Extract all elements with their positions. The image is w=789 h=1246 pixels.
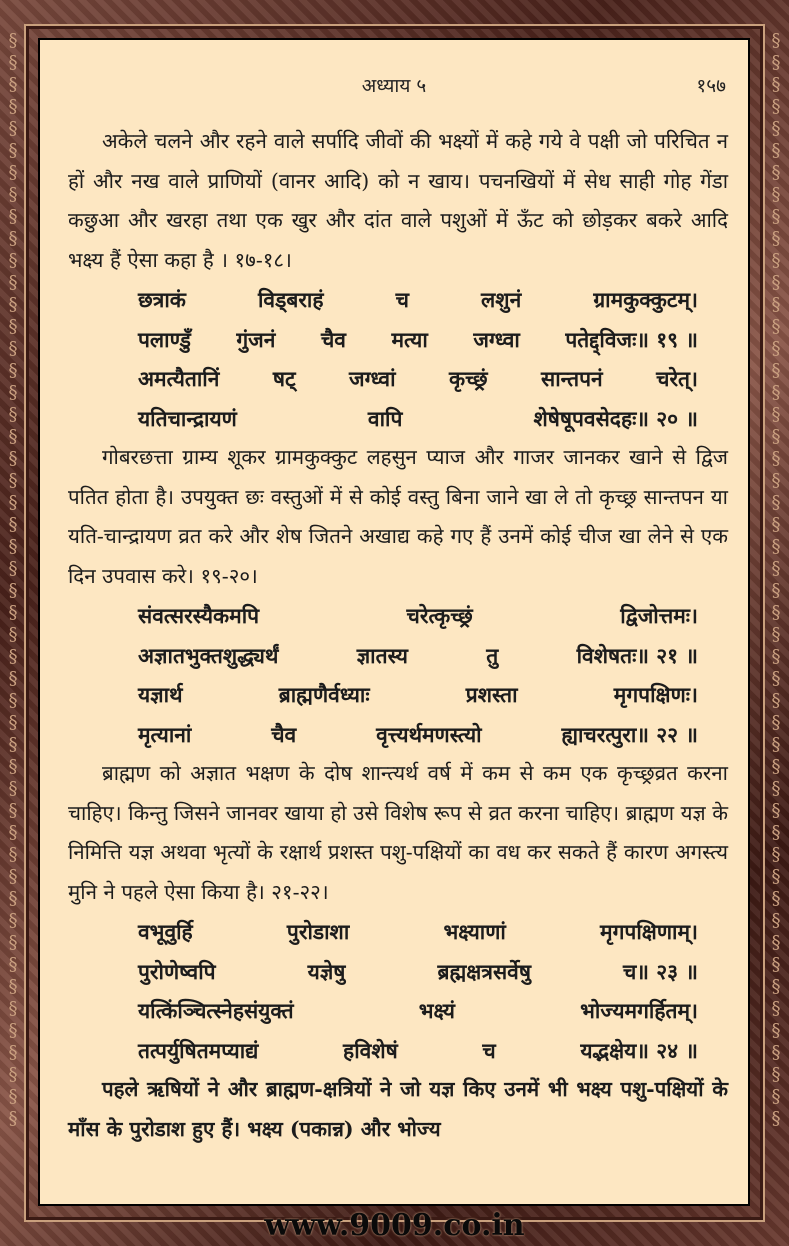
right-ornament: §§§§§§§§§§§§§§§§§§§§§§§§§§§§§§§§§§§§§§§§§§§§§§§§§§ [771, 30, 781, 1129]
shloka-word: च [482, 1037, 496, 1063]
shloka-block-1 [68, 280, 698, 438]
shloka-word: लशुनं [481, 287, 522, 312]
shloka-word: यज्ञेषु [307, 958, 346, 984]
shloka-word: संवत्सरस्यैकमपि [138, 603, 260, 628]
shloka-line [138, 636, 698, 676]
shloka-word: यद्भक्षेय॥ २४ ॥ [580, 1037, 698, 1063]
shloka-word: ग्रामकुक्कुटम्। [593, 287, 698, 312]
shloka-word: भोज्यमगर्हितम्। [580, 998, 698, 1023]
page-header [40, 72, 748, 102]
shloka-line [138, 1031, 698, 1071]
shloka-word: चरेत्कृच्छ्रं [406, 603, 473, 628]
shloka-word: तु [486, 642, 499, 668]
shloka-word: पलाण्डुँ [138, 326, 191, 352]
shloka-word: द्विजोत्तमः। [620, 603, 698, 628]
shloka-word: पतेद्द्विजः॥ १९ ॥ [565, 326, 698, 352]
shloka-line [138, 952, 698, 992]
shloka-word: सान्तपनं [541, 366, 603, 391]
shloka-word: विशेषतः॥ २१ ॥ [576, 642, 698, 668]
shloka-line [138, 359, 698, 399]
shloka-word: मृगपक्षिणाम्। [600, 919, 698, 944]
shloka-word: तत्पर्युषितमप्याद्यं [138, 1037, 259, 1063]
shloka-word: च॥ २३ ॥ [623, 958, 698, 984]
shloka-word: वभूवुर्हि [138, 919, 193, 944]
shloka-word: कृच्छ्रं [448, 366, 488, 391]
shloka-line [138, 675, 698, 715]
shloka-word: ब्राह्मणैर्वध्याः [278, 682, 370, 707]
shloka-word: षट् [272, 366, 296, 391]
shloka-line [138, 320, 698, 360]
shloka-word: जग्ध्वां [349, 366, 396, 391]
shloka-word: ह्याचरत्पुरा॥ २२ ॥ [561, 721, 698, 747]
shloka-word: पुरोणेष्वपि [138, 958, 216, 984]
shloka-word: ज्ञातस्य [356, 642, 408, 668]
commentary-paragraph-2: गोबरछत्ता ग्राम्य शूकर ग्रामकुक्कुट लहसुन प्याज और गाजर जानकर खाने से द्विज पतित होता है। उपयुक्त छः वस्तुओं में से कोई वस्तु बिना जाने खा ले तो कृच्छ्र सान्तपन या यति-चान्द्रायण व्रत करे और शेष जितने अखाद्य कहे गए हैं उनमें कोई चीज खा लेने से एक दिन उपवास करे। १९-२०। [68, 445, 728, 588]
shloka-word: मृगपक्षिणः। [613, 682, 698, 707]
shloka-line [138, 912, 698, 952]
page-content [68, 122, 728, 1149]
shloka-word: च [395, 287, 409, 312]
shloka-word: वृत्त्यर्थमणस्त्यो [376, 721, 482, 747]
shloka-line [138, 991, 698, 1031]
shloka-word: शेषेषूपवसेदहः॥ २० ॥ [533, 405, 698, 431]
website-footer: www.9009.co.in [264, 1208, 525, 1243]
commentary-paragraph-1: अकेले चलने और रहने वाले सर्पादि जीवों की भक्ष्यों में कहे गये वे पक्षी जो परिचित न हों और नख वाले प्राणियों (वानर आदि) को न खाय। पचनखियों में सेध साही गोह गेंडा कछुआ और खरहा तथा एक खुर और दांत वाले पशुओं में ऊँट को छोड़कर बकरे आदि भक्ष्य हैं ऐसा कहा है । १७-१८। [68, 129, 728, 272]
shloka-word: चरेत्। [656, 366, 698, 391]
shloka-word: मत्या [391, 326, 428, 352]
shloka-word: वापि [367, 405, 403, 431]
commentary-paragraph-3: ब्राह्मण को अज्ञात भक्षण के दोष शान्त्यर्थ वर्ष में कम से कम एक कृच्छ्रव्रत करना चाहिए। किन्तु जिसने जानवर खाया हो उसे विशेष रूप से व्रत करना चाहिए। ब्राह्मण यज्ञ के निमित्ति यज्ञ अथवा भृत्यों के रक्षार्थ प्रशस्त पशु-पक्षियों का वध कर सकते हैं कारण अगस्त्य मुनि ने पहले ऐसा किया है। २१-२२। [68, 761, 728, 904]
shloka-word: विड्बराहं [257, 287, 324, 312]
shloka-word: ब्रह्मक्षत्रसर्वेषु [437, 958, 531, 984]
shloka-line [138, 596, 698, 636]
shloka-word: मृत्यानां [138, 721, 192, 747]
shloka-block-2 [68, 596, 698, 754]
shloka-word: जग्ध्वा [473, 326, 520, 352]
commentary-paragraph-4: पहले ऋषियों ने और ब्राह्मण-क्षत्रियों ने जो यज्ञ किए उनमें भी भक्ष्य पशु-पक्षियों के माँस के पुरोडाश हुए हैं। भक्ष्य (पकान्न) और भोज्य [68, 1077, 728, 1141]
shloka-word: यज्ञार्थ [138, 682, 183, 707]
shloka-word: चैव [320, 326, 346, 352]
shloka-word: गुंजनं [236, 326, 276, 352]
shloka-word: प्रशस्ता [465, 682, 518, 707]
shloka-line [138, 399, 698, 439]
shloka-word: यत्किंञ्चित्स्नेहसंयुक्तं [138, 998, 294, 1023]
book-page [38, 38, 750, 1206]
shloka-word: हविशेषं [343, 1037, 398, 1063]
left-ornament: §§§§§§§§§§§§§§§§§§§§§§§§§§§§§§§§§§§§§§§§§§§§§§§§§§ [8, 30, 18, 1129]
shloka-word: भक्ष्यं [418, 998, 455, 1023]
shloka-word: यतिचान्द्रायणं [138, 405, 237, 431]
page-number: १५७ [696, 75, 726, 97]
shloka-word: भक्ष्याणां [443, 919, 506, 944]
shloka-line [138, 715, 698, 755]
shloka-word: अमत्यैतानिं [138, 366, 220, 391]
shloka-line [138, 280, 698, 320]
shloka-block-3 [68, 912, 698, 1070]
shloka-word: छत्राकं [138, 287, 186, 312]
shloka-word: अज्ञातभुक्तशुद्ध्यर्थं [138, 642, 279, 668]
shloka-word: पुरोडाशा [286, 919, 350, 944]
shloka-word: चैव [271, 721, 297, 747]
chapter-title: अध्याय ५ [361, 75, 427, 97]
